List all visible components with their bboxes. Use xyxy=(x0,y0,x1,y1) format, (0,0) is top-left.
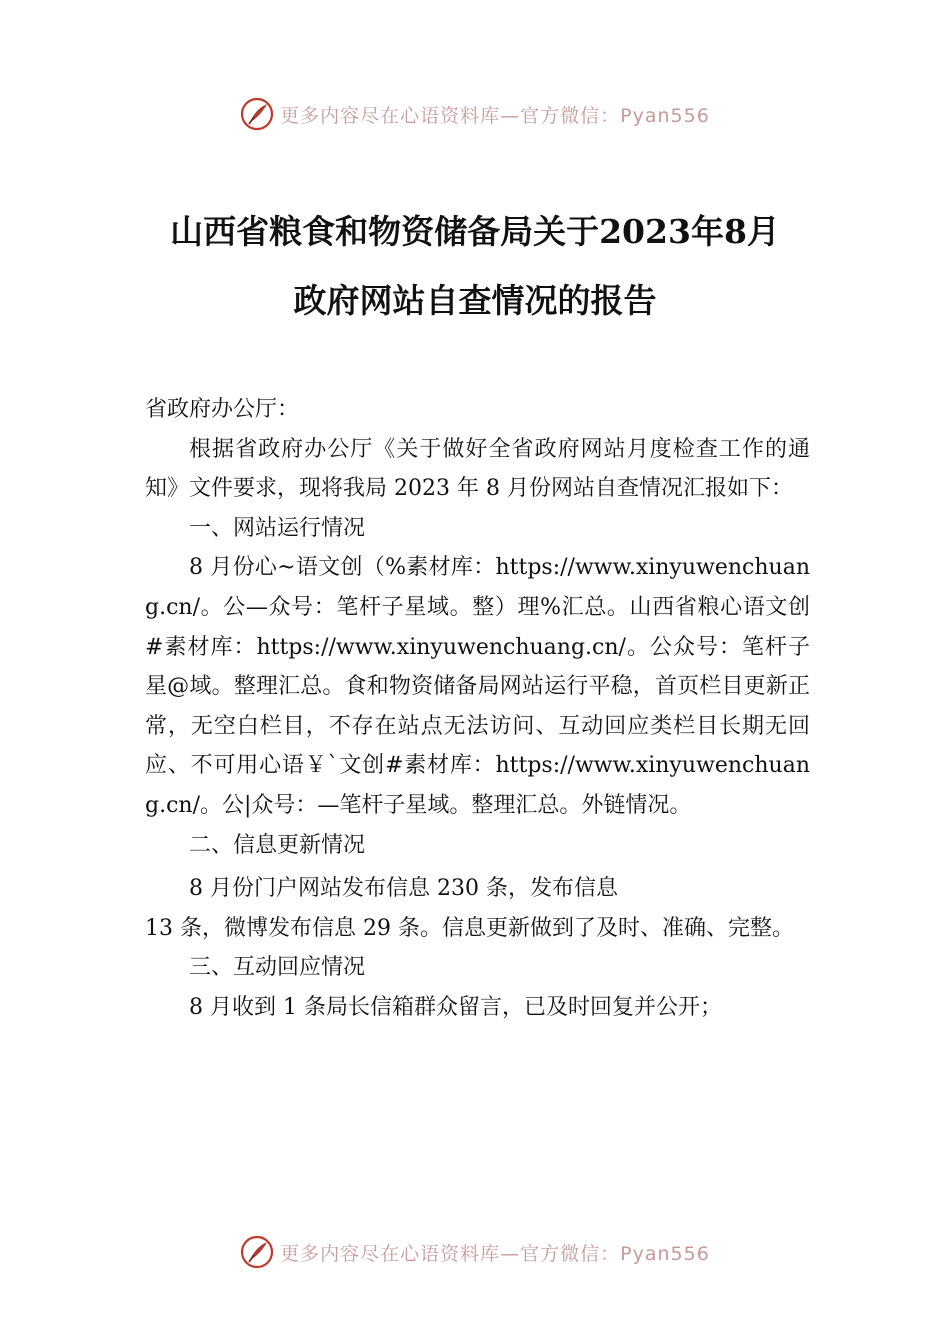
top-banner xyxy=(0,94,950,134)
feather-pen-logo-icon xyxy=(240,1235,274,1269)
section-1-paragraph: 8 月份心~语文创（%素材库：https://www.xinyuwenchuang.cn/。公—众号：笔杆子星域。整）理%汇总。山西省粮心语文创#素材库：https://www.xinyuwenchuang.cn/。公众号：笔杆子星@域。整理汇总。食和物资储备局网站运行平稳，首页栏目更新正常，无空白栏目，不存在站点无法访问、互动回应类栏目长期无回应、不可用心语￥`文创#素材库：https://www.xinyuwenchuang.cn/。公|众号：—笔杆子星域。整理汇总。外链情况。 xyxy=(145,555,810,818)
bottom-banner xyxy=(0,1232,950,1272)
banner-text: 更多内容尽在心语资料库—官方微信：Pyan556 xyxy=(280,104,710,127)
document-body xyxy=(145,390,810,1028)
section-2-heading: 二、信息更新情况 xyxy=(189,832,366,858)
feather-pen-logo-icon xyxy=(240,97,274,131)
section-2-line-1: 8 月份门户网站发布信息 230 条，发布信息 xyxy=(189,876,618,902)
banner-text: 更多内容尽在心语资料库—官方微信：Pyan556 xyxy=(280,1242,710,1265)
section-3-paragraph: 8 月收到 1 条局长信箱群众留言，已及时回复并公开； xyxy=(189,994,722,1020)
salutation: 省政府办公厅： xyxy=(145,397,300,422)
section-3-heading: 三、互动回应情况 xyxy=(189,955,366,981)
intro-paragraph: 根据省政府办公厅《关于做好全省政府网站月度检查工作的通知》文件要求，现将我局 2023 年 8 月份网站自查情况汇报如下： xyxy=(145,436,810,502)
section-1-heading: 一、网站运行情况 xyxy=(189,515,366,541)
document-title-line-2: 政府网站自查情况的报告 xyxy=(293,281,657,320)
section-2-line-2: 13 条，微博发布信息 29 条。信息更新做到了及时、准确、完整。 xyxy=(145,915,794,941)
document-title-line-1: 山西省粮食和物资储备局关于2023年8月 xyxy=(170,212,780,251)
